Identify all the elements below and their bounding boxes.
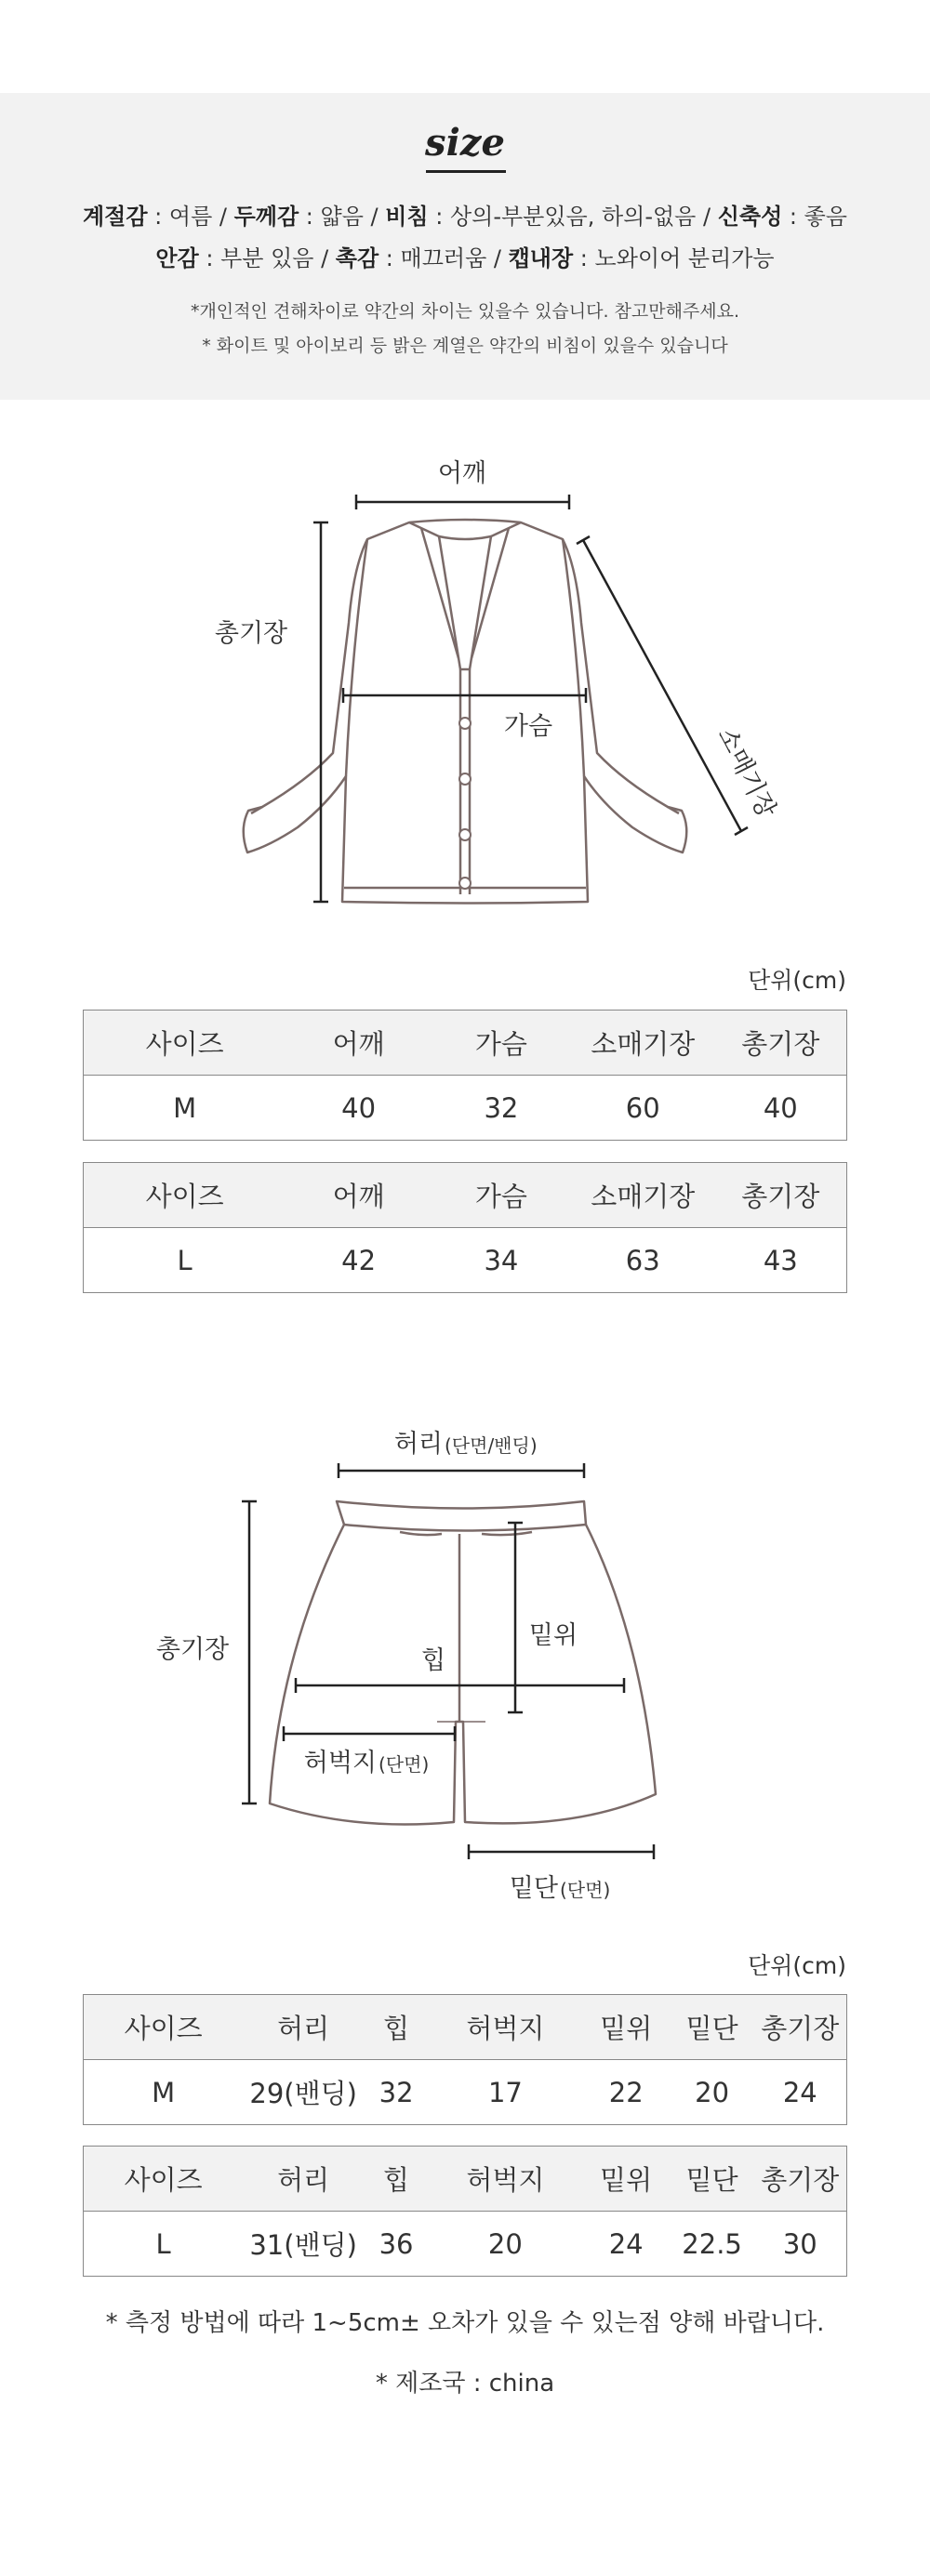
origin-note: * 제조국 : china: [375, 2370, 555, 2398]
spec-key-thickness: 두께감: [233, 204, 299, 230]
label-chest: 가슴: [503, 712, 553, 741]
label-hip: 힙: [420, 1646, 446, 1675]
measurement-note: * 측정 방법에 따라 1~5cm± 오차가 있을 수 있는점 양해 바랍니다.: [105, 2309, 825, 2337]
cardigan-outline: [244, 520, 687, 904]
cell-sleeve: 63: [625, 1244, 660, 1276]
table-row: [84, 2212, 847, 2277]
cardigan-diagram: [0, 437, 930, 902]
cell-chest: 32: [484, 1091, 519, 1124]
label-hem: 밑단: [509, 1874, 558, 1903]
label-total-length: 총기장: [155, 1635, 230, 1664]
spec-key-sheerness: 비침: [385, 204, 429, 230]
top-size-table-l: [83, 1162, 847, 1293]
table-row: [84, 1228, 847, 1293]
top-size-table-m: [83, 1010, 847, 1141]
label-thigh-sub: (단면): [379, 1753, 430, 1776]
cell-chest: 34: [484, 1244, 519, 1276]
spec-key-cup: 캡내장: [508, 245, 574, 271]
size-title: size: [425, 121, 505, 165]
label-waist-sub: (단면/밴딩): [445, 1434, 538, 1457]
spec-value-cup: 노와이어 분리가능: [594, 245, 775, 271]
header-shoulder: 어깨: [286, 1011, 432, 1076]
cell-length: 24: [782, 2076, 817, 2108]
cell-waist: 31(밴딩): [249, 2229, 357, 2261]
table-header-row: [84, 1995, 847, 2060]
header-size: 사이즈: [84, 1995, 244, 2060]
table-header-row: [84, 1011, 847, 1076]
table-header-row: [84, 1163, 847, 1228]
cell-waist: 29(밴딩): [249, 2078, 357, 2109]
cell-shoulder: 40: [341, 1091, 377, 1124]
bottom-size-table-l: [83, 2146, 847, 2277]
spec-value-thickness: 얇음: [320, 204, 364, 230]
spec-line-2: 안감 : 부분 있음 / 촉감 : 매끄러움 / 캡내장 : 노와이어 분리가능: [155, 245, 775, 271]
cell-size: L: [155, 2227, 171, 2260]
header-size: 사이즈: [84, 1011, 286, 1076]
cell-size: M: [152, 2076, 176, 2108]
header-length: 총기장: [715, 1163, 847, 1228]
table-row: [84, 2060, 847, 2125]
header-sleeve: 소매기장: [571, 1011, 715, 1076]
header-chest: 가슴: [432, 1011, 571, 1076]
unit-label-top: 단위(cm): [748, 967, 846, 994]
sleeve-measure-line: [583, 540, 741, 831]
bottom-size-table-m: [83, 1994, 847, 2125]
header-thigh: 허벅지: [429, 2147, 582, 2212]
cell-rise: 24: [608, 2227, 644, 2260]
note-1: *개인적인 견해차이로 약간의 차이는 있을수 있습니다. 참고만해주세요.: [190, 301, 740, 322]
header-length: 총기장: [715, 1011, 847, 1076]
table-row: [84, 1076, 847, 1141]
spec-value-season: 여름: [168, 204, 213, 230]
header-thigh: 허벅지: [429, 1995, 582, 2060]
cell-thigh: 17: [487, 2076, 523, 2108]
header-hip: 힙: [364, 2147, 429, 2212]
header-length: 총기장: [754, 2147, 847, 2212]
shorts-diagram: [0, 1422, 930, 1903]
spec-key-season: 계절감: [82, 204, 148, 230]
spec-line-1: 계절감 : 여름 / 두께감 : 얇음 / 비침 : 상의-부분있음, 하의-없음 / 신축성 : 좋음: [82, 204, 847, 230]
table-header-row: [84, 2147, 847, 2212]
header-length: 총기장: [754, 1995, 847, 2060]
spec-key-lining: 안감: [155, 245, 199, 271]
cell-hem: 22.5: [682, 2227, 742, 2260]
cell-size: L: [177, 1244, 193, 1276]
header-rise: 밑위: [582, 2147, 671, 2212]
cell-hip: 32: [379, 2076, 414, 2108]
header-waist: 허리: [243, 2147, 364, 2212]
label-rise: 밑위: [528, 1621, 578, 1650]
cell-length: 30: [782, 2227, 817, 2260]
label-total-length: 총기장: [214, 619, 288, 648]
header-sleeve: 소매기장: [571, 1163, 715, 1228]
header-size: 사이즈: [84, 1163, 286, 1228]
cell-rise: 22: [608, 2076, 644, 2108]
header-hem: 밑단: [671, 2147, 754, 2212]
header-chest: 가슴: [432, 1163, 571, 1228]
spec-value-stretch: 좋음: [804, 204, 847, 230]
label-thigh: 허벅지: [303, 1749, 377, 1777]
spec-key-stretch: 신축성: [717, 204, 783, 230]
cell-length: 40: [763, 1091, 798, 1124]
label-hem-sub: (단면): [560, 1879, 611, 1901]
note-2: * 화이트 및 아이보리 등 밝은 계열은 약간의 비침이 있을수 있습니다: [202, 336, 728, 356]
cell-size: M: [173, 1091, 197, 1124]
label-sleeve: 소매기장: [711, 722, 782, 823]
title-underline: [426, 170, 506, 173]
cell-hem: 20: [695, 2076, 730, 2108]
button-2: [459, 773, 471, 785]
cell-sleeve: 60: [625, 1091, 660, 1124]
header-waist: 허리: [243, 1995, 364, 2060]
button-4: [459, 878, 471, 889]
header-size: 사이즈: [84, 2147, 244, 2212]
label-shoulder: 어깨: [437, 459, 487, 488]
cell-hip: 36: [379, 2227, 414, 2260]
spec-value-lining: 부분 있음: [220, 245, 314, 271]
label-waist: 허리: [393, 1430, 443, 1459]
header-rise: 밑위: [582, 1995, 671, 2060]
button-1: [459, 718, 471, 729]
cell-length: 43: [763, 1244, 798, 1276]
header-hem: 밑단: [671, 1995, 754, 2060]
button-3: [459, 829, 471, 840]
header-hip: 힙: [364, 1995, 429, 2060]
spec-value-touch: 매끄러움: [400, 245, 487, 271]
spec-value-sheerness: 상의-부분있음, 하의-없음: [449, 204, 697, 230]
header-shoulder: 어깨: [286, 1163, 432, 1228]
cell-thigh: 20: [487, 2227, 523, 2260]
unit-label-bottom: 단위(cm): [748, 1952, 846, 1979]
spec-key-touch: 촉감: [335, 245, 379, 271]
cell-shoulder: 42: [341, 1244, 377, 1276]
